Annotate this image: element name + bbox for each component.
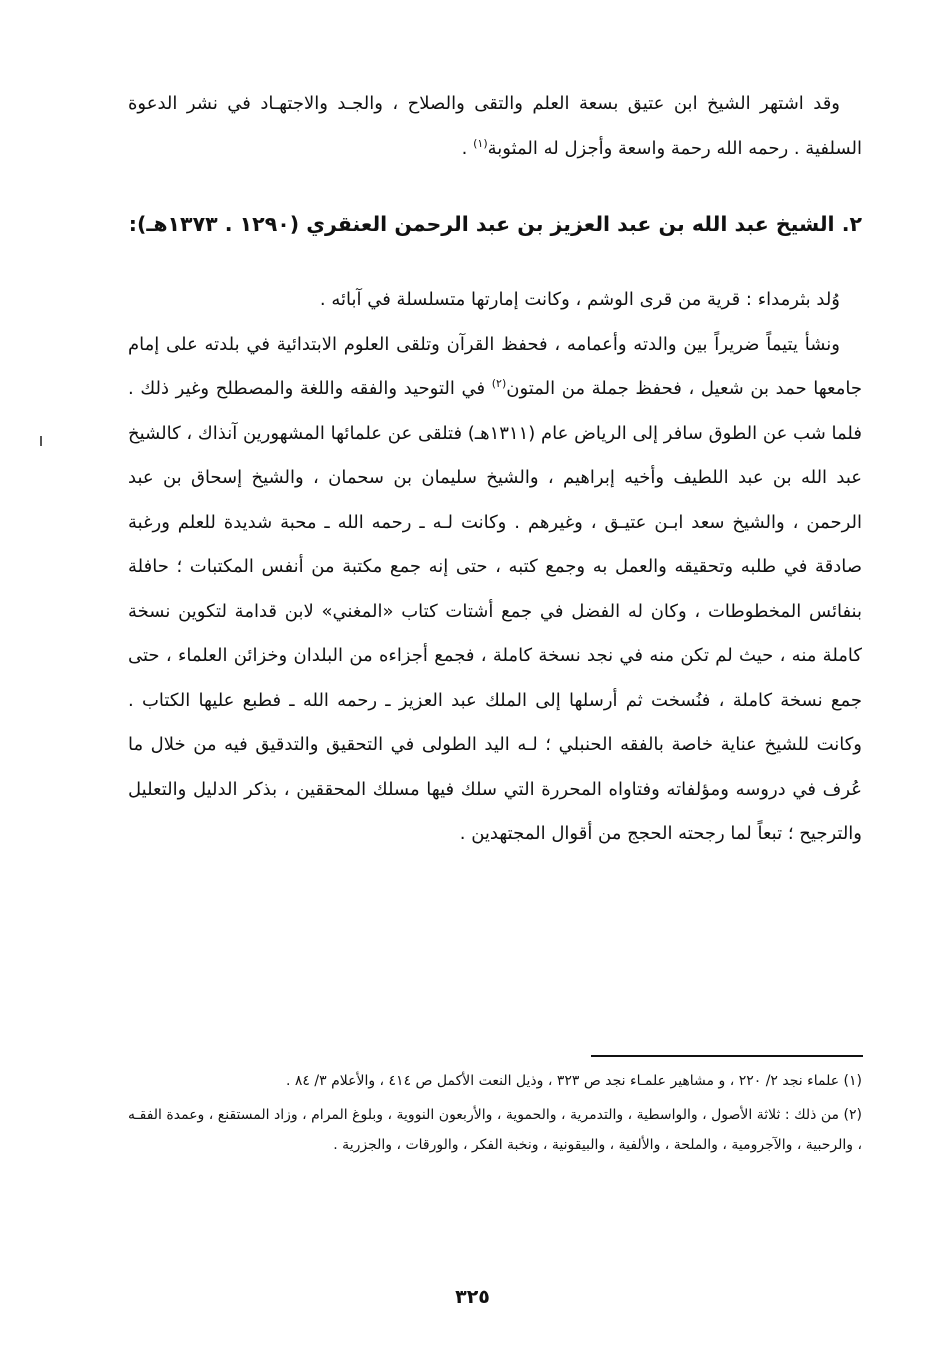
page-number: ٣٢٥ [455, 1286, 490, 1308]
intro-block [128, 82, 862, 171]
footnote-1 [128, 1066, 862, 1096]
intro-end: . [461, 137, 468, 159]
footnote-marker: (٢) [843, 1107, 863, 1123]
biography-block [128, 278, 862, 857]
footnote-ref-2[interactable]: (٢) [491, 377, 507, 390]
footnote-marker: (١) [843, 1073, 862, 1089]
body-paragraph [128, 323, 862, 857]
born-paragraph: وُلد بثرمداء : قرية من قرى الوشم ، وكانت إمارتها متسلسلة في آبائه . [319, 289, 840, 310]
footnote-2 [128, 1100, 862, 1160]
footnote-text: من ذلك : ثلاثة الأصول ، والواسطية ، والتدمرية ، والحموية ، والأربعون النووية ، وبلوغ المرام ، وزاد المستقنع ، وعمدة الفقـه ، والرحبية ، والآجرومية ، والملحة ، والألفية ، والبيقونية ، ونخبة الفكر ، والورقات ، والجزرية . [128, 1107, 862, 1153]
scan-mark [40, 436, 42, 446]
footnote-separator [591, 1055, 863, 1057]
footnote-text: علماء نجد ٢/ ٢٢٠ ، و مشاهير علمـاء نجد ص ٣٢٣ ، وذيل النعت الأكمل ص ٤١٤ ، والأعلام ٣/ ٨٤ . [285, 1073, 840, 1089]
body-text-b: في التوحيد والفقه واللغة والمصطلح وغير ذلك . فلما شب عن الطوق سافر إلى الرياض عام (١٣١١هـ) فتلقى عن علمائها المشهورين آنذاك ، كالشيخ عبد الله بن عبد اللطيف وأخيه إبراهيم ، والشيخ سليمان بن سحمان ، والشيخ إسحاق بن عبد الرحمن ، والشيخ سعد ابـن عتيـق ، وغيرهم . وكانت لـه ـ رحمه الله ـ محبة شديدة للعلم ورغبة صادقة في طلبه وتحقيقه والعمل به وجمع كتبه ، حتى إنه جمع مكتبة من أنفس المكتبات ؛ حافلة بنفائس المخطوطات ، وكان له الفضل في جمع أشتات كتاب «المغني» لابن قدامة لتكوين نسخة كاملة منه ، حيث لم تكن منه في نجد نسخة كاملة ، فجمع أجزاءه من البلدان وخزائن العلماء ، حتى جمع نسخة كاملة ، فنُسخت ثم أرسلها إلى الملك عبد العزيز ـ رحمه الله ـ فطبع عليها الكتاب . وكانت للشيخ عناية خاصة بالفقه الحنبلي ؛ لـه اليد الطولى في التحقيق والتدقيق فيه من خلال ما عُرف في دروسه ومؤلفاته وفتاواه المحررة التي سلك فيها مسلك المحققين ، بذكر الدليل والتعليل والترجيح ؛ تبعاً لما رجحته الحجج من أقوال المجتهدين . [128, 378, 862, 844]
intro-text: وقد اشتهر الشيخ ابن عتيق بسعة العلم والتقى والصلاح ، والجـد والاجتهـاد في نشر الدعوة السلفية . رحمه الله رحمة واسعة وأجزل له المثوبة [128, 93, 862, 159]
footnotes [128, 1066, 862, 1164]
body-text-a: ونشأ يتيماً ضريراً بين والدته وأعمامه ، فحفظ القرآن وتلقى العلوم الابتدائية في بلدته على إمام جامعها حمد بن شعيل ، فحفظ جملة من المتون [128, 333, 862, 399]
section-heading: ٢. الشيخ عبد الله بن عبد العزيز بن عبد الرحمن العنقري (١٢٩٠ . ١٣٧٣هـ): [128, 212, 862, 236]
intro-paragraph [128, 82, 862, 171]
footnote-ref-1[interactable]: (١) [473, 136, 488, 150]
